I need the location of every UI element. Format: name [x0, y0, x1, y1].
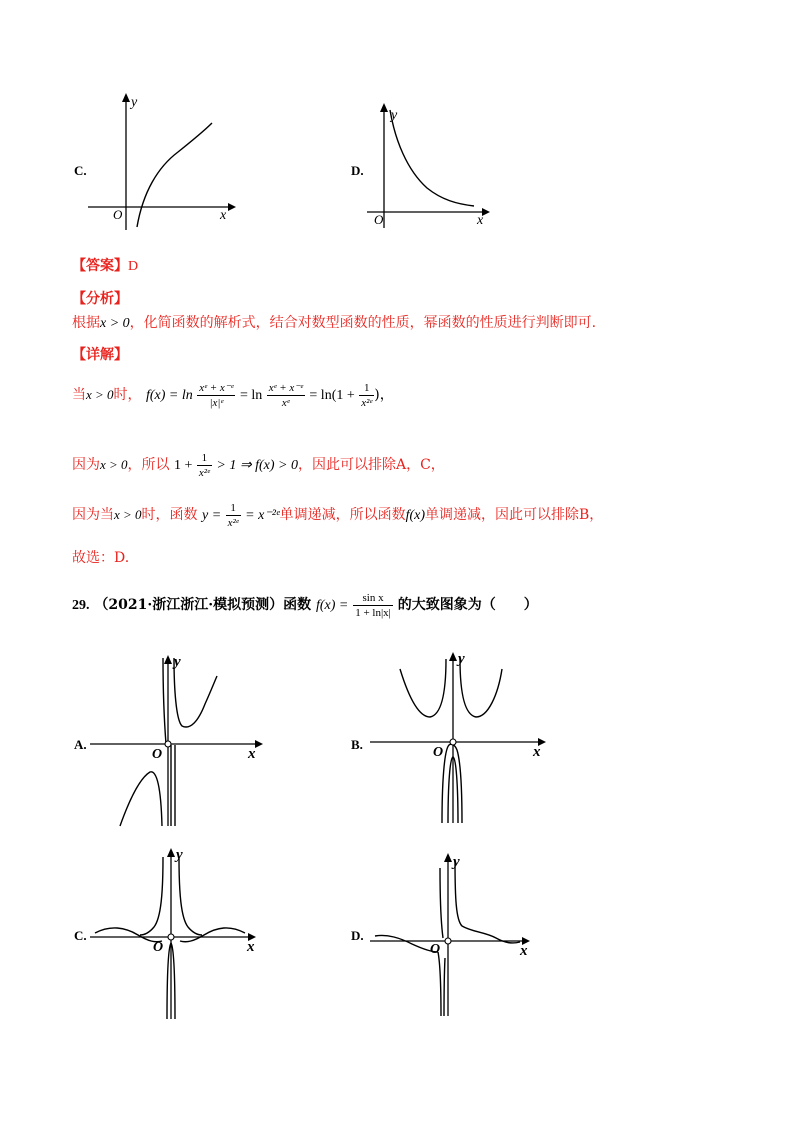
svg-text:O: O — [374, 212, 384, 227]
svg-text:x: x — [247, 939, 255, 955]
graph-option-b — [370, 645, 550, 825]
detail-line-2: 因为x > 0，所以 1 + $\frac{1}{\text{x²ᵉ}}$ > 1 ⇒ f(x) > 0，因此可以排除A，C， — [72, 451, 445, 479]
svg-text:y: y — [391, 108, 398, 123]
svg-text:x: x — [533, 744, 541, 760]
detail-line-1: 当x > 0时， f(x) = ln $\frac{\text{xᵉ + x⁻ᵉ}}{\text{|x|ᵉ}}$ = ln $\frac{\text{xᵉ + x⁻ᵉ}}{\text{xᵉ}}$ = ln(1 + $\frac{1}{\text{x²ᵉ}}$ )， — [72, 381, 394, 409]
graph-option-a — [90, 648, 270, 828]
origin-label: O — [113, 207, 123, 222]
option-a-label: A. — [74, 737, 87, 752]
answer-tag: 【答案】 — [72, 258, 128, 274]
detail-line-3: 因为当x > 0时，函数 y = $\frac{1}{\text{x²ᵉ}}$ = x⁻²ᵉ单调递减，所以函数f(x)单调递减，因此可以排除B， — [72, 501, 604, 529]
svg-text:O: O — [152, 747, 163, 762]
option-c-label: C. — [74, 163, 87, 178]
answer-value: D — [128, 259, 139, 274]
option-b-label: B. — [351, 737, 363, 752]
svg-text:x: x — [248, 746, 256, 762]
x-axis-label: x — [220, 208, 227, 223]
question-post: 的大致图象为（ ） — [397, 597, 538, 613]
graph-option-d — [370, 848, 540, 1018]
svg-text:x: x — [477, 213, 484, 228]
svg-text:y: y — [174, 654, 181, 670]
analysis-text: 根据x > 0，化简函数的解析式，结合对数型函数的性质，幂函数的性质进行判断即可. — [72, 315, 597, 331]
detail-line-4: 故选：D. — [72, 550, 130, 566]
option-d-bottom-label: D. — [351, 928, 364, 943]
question-29: 29. （2021·浙江浙江·模拟预测）函数 f(x) = $\frac{\text{sin x}}{1 + \ln|x|}$ 的大致图象为（ ） — [72, 591, 538, 619]
option-c-bottom-label: C. — [74, 928, 87, 943]
svg-text:y: y — [453, 854, 460, 870]
analysis-tag: 【分析】 — [72, 291, 128, 307]
question-source: （2021·浙江浙江·模拟预测）函数 — [94, 597, 312, 613]
option-d-label: D. — [351, 163, 364, 178]
graph-option-c — [90, 843, 270, 1023]
detail-tag: 【详解】 — [72, 347, 128, 363]
svg-text:y: y — [458, 651, 465, 667]
graph-top-d — [367, 100, 492, 230]
svg-text:y: y — [176, 847, 183, 863]
svg-text:O: O — [433, 745, 444, 760]
svg-text:O: O — [153, 940, 164, 955]
svg-text:O: O — [430, 942, 441, 957]
answer-line — [72, 256, 138, 277]
graph-top-c — [88, 92, 238, 232]
question-number: 29. — [72, 598, 90, 613]
y-axis-label: y — [131, 95, 138, 110]
svg-text:x: x — [520, 943, 528, 959]
